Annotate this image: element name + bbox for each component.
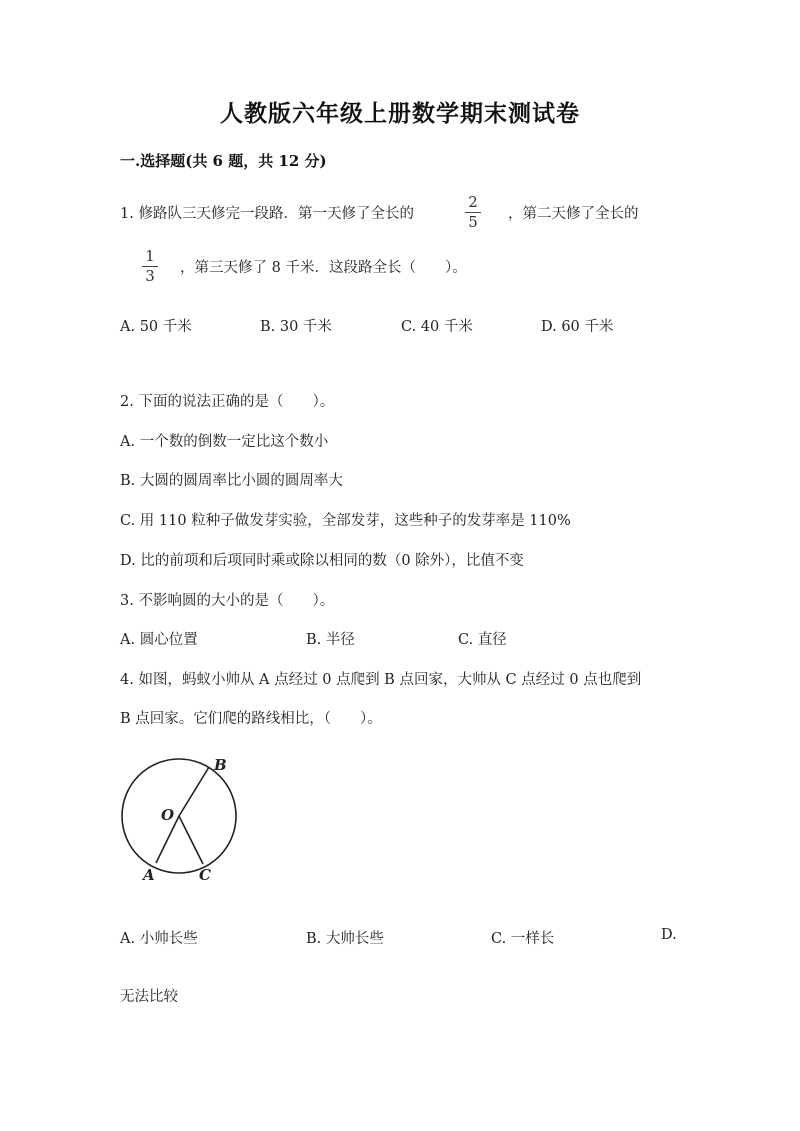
- q4-stem-line1: 4. 如图，蚂蚁小帅从 A 点经过 0 点爬到 B 点回家，大帅从 C 点经过 0 点也爬到: [120, 672, 642, 688]
- q1-fraction-one-third: [140, 248, 160, 285]
- q3-option-a[interactable]: A. 圆心位置: [120, 632, 198, 648]
- q2-option-a[interactable]: A. 一个数的倒数一定比这个数小: [120, 434, 329, 450]
- fraction-denominator: 5: [468, 213, 478, 231]
- q1-stem-line2: ，第三天修了 8 千米．这段路全长（ ）。: [180, 260, 467, 276]
- q4-option-d[interactable]: D.: [661, 927, 677, 943]
- fraction-numerator: 2: [468, 193, 478, 211]
- q1-option-c[interactable]: C. 40 千米: [401, 319, 473, 335]
- section-heading: 一.选择题(共 6 题，共 12 分): [120, 152, 327, 170]
- page-title: 人教版六年级上册数学期末测试卷: [220, 100, 580, 127]
- q4-option-c[interactable]: C. 一样长: [491, 931, 555, 947]
- q1-stem-line1: 1. 修路队三天修完一段路．第一天修了全长的: [120, 206, 414, 222]
- fraction-numerator: 1: [145, 247, 155, 265]
- q1-option-a[interactable]: A. 50 千米: [120, 319, 192, 335]
- label-c: C: [199, 866, 211, 884]
- q1-stem-line1-continued: ，第二天修了全长的: [508, 206, 639, 222]
- q1-fraction-two-fifths: [463, 194, 483, 231]
- q1-option-b[interactable]: B. 30 千米: [260, 319, 332, 335]
- q4-option-b[interactable]: B. 大帅长些: [306, 931, 384, 947]
- q2-stem: 2. 下面的说法正确的是（ ）。: [120, 394, 335, 410]
- q4-stem-line2: B 点回家。它们爬的路线相比，（ ）。: [120, 711, 382, 727]
- q2-option-c[interactable]: C. 用 110 粒种子做发芽实验，全部发芽，这些种子的发芽率是 110%: [120, 513, 571, 529]
- label-a: A: [143, 866, 155, 884]
- label-o: O: [161, 806, 175, 824]
- q2-option-b[interactable]: B. 大圆的圆周率比小圆的圆周率大: [120, 473, 343, 489]
- fraction-denominator: 3: [145, 267, 155, 285]
- q3-option-c[interactable]: C. 直径: [458, 632, 507, 648]
- q4-circle-figure: [110, 750, 250, 890]
- q3-option-b[interactable]: B. 半径: [306, 632, 355, 648]
- q1-option-d[interactable]: D. 60 千米: [541, 319, 614, 335]
- radius-oc: [179, 816, 203, 864]
- q2-option-d[interactable]: D. 比的前项和后项同时乘或除以相同的数（0 除外），比值不变: [120, 553, 524, 569]
- q4-option-a[interactable]: A. 小帅长些: [120, 931, 198, 947]
- q3-stem: 3. 不影响圆的大小的是（ ）。: [120, 593, 335, 609]
- radius-ob: [179, 767, 209, 816]
- q4-option-d-text[interactable]: 无法比较: [120, 989, 178, 1005]
- label-b: B: [214, 756, 227, 774]
